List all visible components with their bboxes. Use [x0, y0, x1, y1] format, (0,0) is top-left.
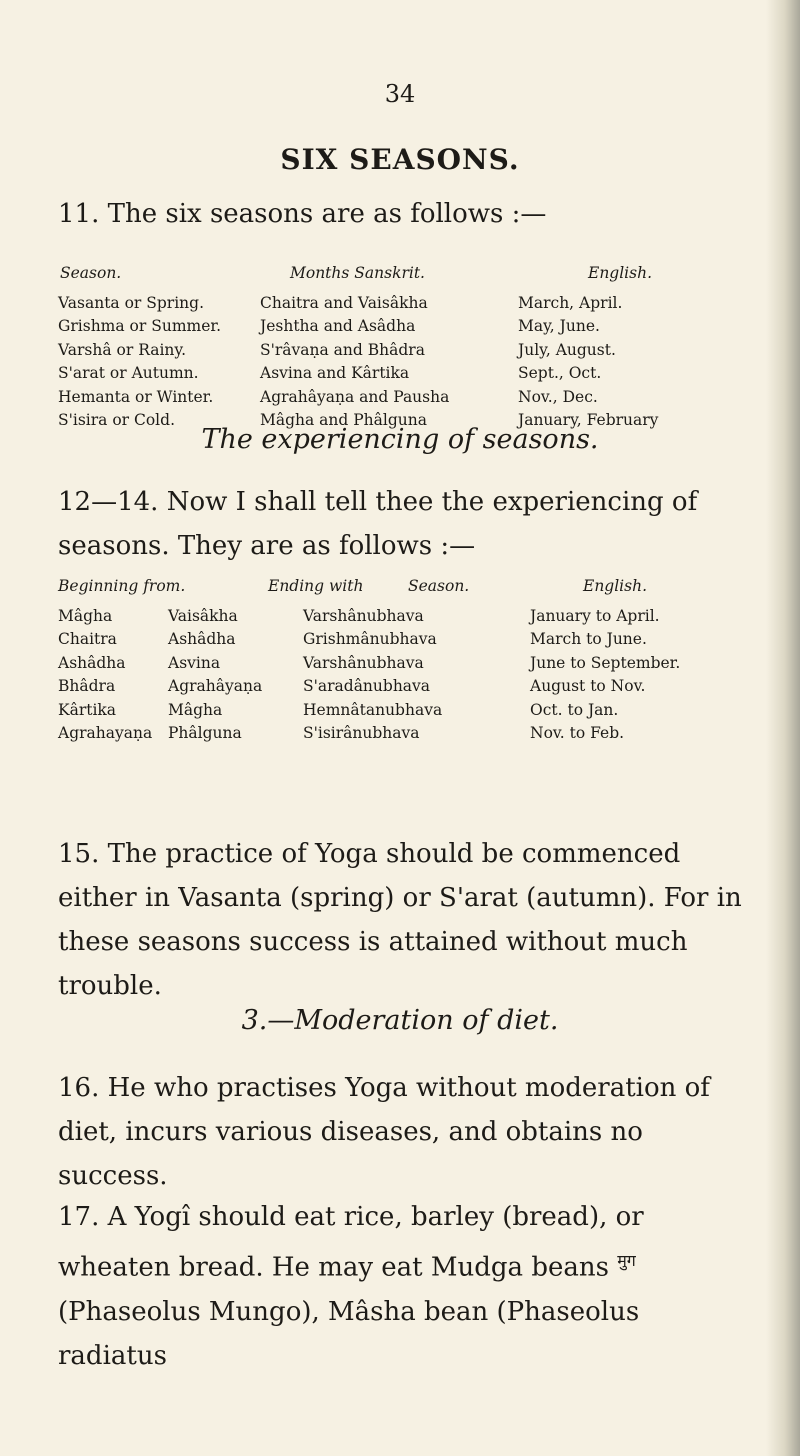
table-cell: S'arat or Autumn.	[58, 364, 199, 382]
table-cell: Chaitra and Vaisâkha	[260, 293, 428, 312]
table-cell: Varshânubhava	[303, 653, 424, 672]
table-cell: January, February	[518, 411, 659, 429]
table-cell: Sept., Oct.	[518, 364, 602, 382]
subheading-experiencing-seasons: The experiencing of seasons.	[201, 424, 599, 455]
table-cell: Grishmânubhava	[303, 630, 437, 648]
table-cell: Hemanta or Winter.	[58, 387, 214, 406]
table-cell: S'isirânubhava	[303, 724, 420, 742]
header-beginning-from: Beginning from.	[58, 577, 186, 595]
header-english: English.	[588, 264, 652, 282]
table-cell: Nov., Dec.	[518, 387, 598, 406]
table-row	[58, 675, 680, 699]
table-cell: Chaitra	[58, 630, 117, 648]
table-cell: August to Nov.	[530, 677, 646, 695]
table-row	[58, 605, 680, 629]
seasons-table	[58, 262, 800, 433]
table-row	[58, 652, 680, 676]
table-cell: S'râvaṇa and Bhâdra	[260, 340, 425, 359]
table-row	[58, 292, 800, 316]
table-row	[58, 699, 680, 723]
table-cell: Ashâdha	[58, 653, 126, 672]
table-cell: Kârtika	[58, 700, 117, 719]
page-number: 34	[384, 80, 416, 108]
table-cell: March to June.	[530, 630, 647, 648]
paragraph-17-text-a: 17. A Yogî should eat rice, barley (bread), or wheaten bread. He may eat Mudga beans	[58, 1202, 644, 1283]
table-cell: Nov. to Feb.	[530, 724, 625, 742]
table-cell: Hemnâtanubhava	[303, 700, 443, 719]
subheading-moderation-of-diet: 3.—Moderation of diet.	[241, 1005, 559, 1036]
paragraph-11: 11. The six seasons are as follows :—	[58, 199, 547, 229]
table-cell: Ashâdha	[168, 630, 236, 648]
table-row	[58, 362, 800, 386]
paragraph-17	[58, 1195, 748, 1378]
table-cell: Oct. to Jan.	[530, 700, 619, 719]
table-cell: Mâgha and Phâlguna	[260, 411, 427, 429]
table-header-row	[58, 262, 800, 286]
table-row	[58, 315, 800, 339]
table-row	[58, 339, 800, 363]
header-months-sanskrit: Months Sanskrit.	[290, 264, 425, 282]
table-cell: May, June.	[518, 317, 600, 335]
table-cell: Agrahayaṇa	[58, 724, 153, 742]
header-season: Season.	[60, 264, 122, 282]
table-cell: Grishma or Summer.	[58, 317, 222, 335]
page-edge-shadow	[766, 0, 800, 1456]
table-cell: S'isira or Cold.	[58, 411, 175, 429]
table-cell: Asvina	[168, 653, 221, 672]
table-row	[58, 386, 800, 410]
header-ending-with: Ending with	[268, 577, 364, 595]
header-season: Season.	[408, 577, 470, 595]
page-title: SIX SEASONS.	[280, 143, 520, 176]
table-header-row	[58, 575, 680, 599]
paragraph-17-text-b: (Phaseolus Mungo), Mâsha bean (Phaseolus radiatus	[58, 1296, 640, 1371]
table-cell: March, April.	[518, 293, 623, 312]
table-cell: S'aradânubhava	[303, 677, 431, 695]
table-cell: Vaisâkha	[168, 606, 238, 625]
table-cell: Varshânubhava	[303, 606, 424, 625]
table-cell: Phâlguna	[168, 724, 242, 742]
table-cell: July, August.	[518, 340, 616, 359]
table-cell: Agrahâyaṇa	[168, 677, 263, 695]
table-cell: Agrahâyaṇa and Pausha	[260, 387, 450, 406]
paragraph-12-14: 12—14. Now I shall tell thee the experiencing of seasons. They are as follows :—	[58, 487, 698, 561]
table-cell: Vasanta or Spring.	[58, 293, 204, 312]
table-row	[58, 722, 680, 746]
table-cell: January to April.	[530, 606, 660, 625]
table-cell: Jeshtha and Asâdha	[260, 317, 416, 335]
header-english: English.	[583, 577, 647, 595]
paragraph-16: 16. He who practises Yoga without moderation of diet, incurs various diseases, and obtains no success.	[58, 1073, 710, 1191]
experiencing-table	[58, 575, 680, 746]
table-cell: Mâgha	[168, 700, 223, 719]
table-cell: Mâgha	[58, 606, 113, 625]
table-cell: Varshâ or Rainy.	[58, 340, 187, 359]
table-cell: Bhâdra	[58, 677, 116, 695]
paragraph-15: 15. The practice of Yoga should be commenced either in Vasanta (spring) or S'arat (autumn). For in these seasons success is attained without much trouble.	[58, 839, 742, 1001]
table-cell: Asvina and Kârtika	[260, 364, 410, 382]
table-cell: June to September.	[530, 653, 681, 672]
devanagari-word: मुग	[617, 1251, 636, 1270]
table-row	[58, 628, 680, 652]
